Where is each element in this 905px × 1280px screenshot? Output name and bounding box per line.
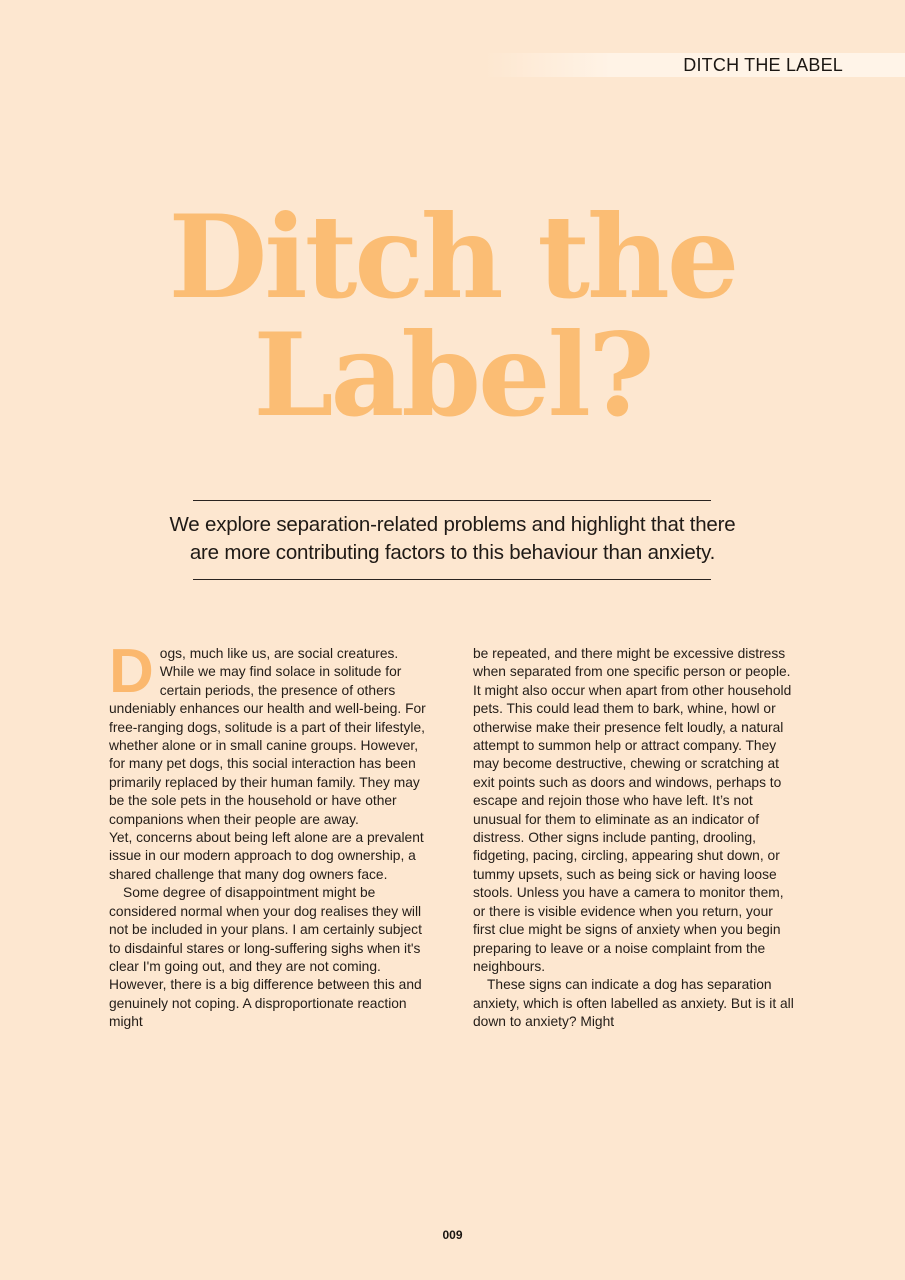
standfirst (160, 511, 745, 567)
article-title-line-1: Ditch the (168, 190, 737, 324)
section-label: DITCH THE LABEL (683, 55, 843, 75)
drop-cap: D (109, 637, 154, 706)
standfirst-top-rule (193, 500, 711, 501)
body-text: ogs, much like us, are social creatures. While we may find solace in solitude for certain periods, the presence of others undeniably enhances our health and well-being. For free-ranging dogs, solitude is a part of their lifestyle, whether alone or in small canine groups. However, for many pet dogs, this social interaction has been primarily replaced by their human family. They may be the sole pets in the household or have other companions when their people are away. (109, 646, 426, 827)
standfirst-line-2: are more contributing factors to this behaviour than anxiety. (189, 541, 716, 564)
page-number: 009 (442, 1228, 463, 1242)
article-title-line-2: Label? (253, 308, 652, 442)
section-header-bar (485, 53, 905, 77)
body-column-left (109, 637, 431, 1032)
standfirst-line-1: We explore separation-related problems and highlight that there (169, 513, 736, 536)
body-paragraph: Some degree of disappointment might be considered normal when your dog realises they will not be included in your plans. I am certainly subject to disdainful stares or long-suffering sighs when it's clear I'm going out, and they are not coming. However, there is a big difference between this and genuinely not coping. A disproportionate reaction might (109, 885, 422, 1030)
standfirst-bottom-rule (193, 579, 711, 580)
body-paragraph: These signs can indicate a dog has separation anxiety, which is often labelled as anxiety. But is it all down to anxiety? Might (473, 977, 794, 1030)
article-title (0, 190, 905, 442)
body-paragraph: Yet, concerns about being left alone are a prevalent issue in our modern approach to dog ownership, a shared challenge that many dog owners face. (109, 830, 424, 882)
body-column-right (473, 645, 795, 1032)
body-paragraph: be repeated, and there might be excessive distress when separated from one specific person or people. It might also occur when apart from other household pets. This could lead them to bark, whine, howl or otherwise make their presence felt loudly, a natural attempt to summon help or attract company. They may become destructive, chewing or scratching at exit points such as doors and windows, perhaps to escape and rejoin those who have left. It’s not unusual for them to eliminate as an indicator of distress. Other signs include panting, drooling, fidgeting, pacing, circling, appearing shut down, or tummy upsets, such as being sick or having loose stools. Unless you have a camera to monitor them, or there is visible evidence when you return, your first clue might be signs of anxiety when you begin preparing to leave or a noise complaint from the neighbours. (473, 646, 792, 974)
body-paragraph (109, 637, 431, 829)
